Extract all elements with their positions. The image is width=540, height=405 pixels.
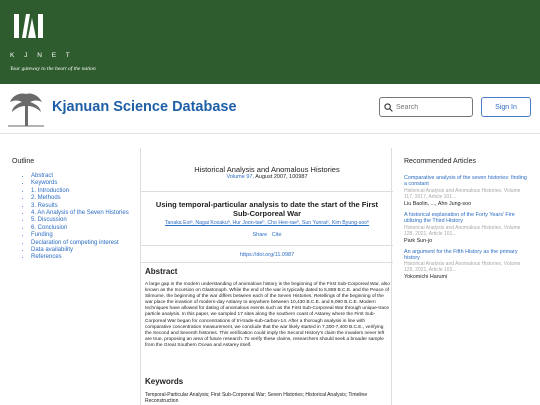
- logo-wordmark: K J N E T: [10, 52, 74, 59]
- outline-item-funding[interactable]: • Funding: [31, 232, 134, 239]
- keywords-text: Temporal-Particular Analysis; First Sub-Corporeal War; Seven Histories; Historical Analysis; Timeline Reconstruction: [145, 392, 368, 404]
- keywords-heading: Keywords: [145, 377, 184, 386]
- tree-emblem-icon[interactable]: [4, 86, 48, 130]
- share-cite-bar: [141, 232, 393, 238]
- recommended-item-authors: Liu Baolin, ..., Ahn Jung-soo: [404, 200, 472, 207]
- recommended-item-meta: Historical Analysis and Anomalous Histories, Volume 128, 2021, Article 101...: [404, 224, 521, 237]
- cite-button[interactable]: Cite: [271, 232, 282, 238]
- article-title: Using temporal-particular analysis to date the start of the First Sub-Corporeal War: [155, 200, 379, 218]
- recommended-item-title[interactable]: An argument for the Fifth History as the primary history: [404, 248, 518, 262]
- sign-in-button[interactable]: Sign In: [481, 97, 531, 117]
- outline-item-conclusion[interactable]: • 6. Conclusion: [31, 225, 134, 232]
- recommended-title: Recommended Articles: [404, 158, 476, 165]
- outline-item-keywords[interactable]: • Keywords: [31, 180, 134, 187]
- search-box[interactable]: [379, 97, 473, 117]
- search-icon: [384, 103, 393, 112]
- search-input[interactable]: [396, 104, 471, 111]
- doi-link[interactable]: https://doi.org/11.0987: [239, 252, 295, 258]
- outline-item-discussion[interactable]: • 5. Discussion: [31, 217, 134, 224]
- outline-item-methods[interactable]: • 2. Methods: [31, 195, 134, 202]
- author-list[interactable]: Tanaka Eoiᵃ, Nagai Kosakuᵃ, Hur Joon-taeᵇ, Cho Hee-raeᵇ, Sun Yunraiᶜ, Kim Byung-sooᵇ: [164, 220, 370, 226]
- outline-item-data-availability[interactable]: • Data availability: [31, 247, 134, 254]
- recommended-item: [404, 175, 530, 208]
- outline-panel: [12, 158, 134, 262]
- article-main: [140, 148, 392, 405]
- kjnet-logo-icon[interactable]: [12, 10, 46, 44]
- site-title[interactable]: Kjanuan Science Database: [52, 99, 237, 115]
- outline-item-introduction[interactable]: • 1. Introduction: [31, 188, 134, 195]
- outline-title: Outline: [12, 158, 35, 165]
- recommended-panel: [404, 158, 530, 285]
- outline-item-results[interactable]: • 3. Results: [31, 203, 134, 210]
- outline-list: [12, 173, 134, 262]
- recommended-item-title[interactable]: Comparative analysis of the seven histories: finding a constant: [404, 175, 527, 188]
- divider: [141, 262, 393, 263]
- site-header: [0, 84, 540, 134]
- abstract-heading: Abstract: [145, 267, 178, 276]
- recommended-item-meta: Historical Analysis and Anomalous Histories, Volume 129, 2021, Article 101...: [404, 261, 521, 274]
- recommended-item-authors: Park Sun-jo: [404, 237, 433, 244]
- journal-issue: [141, 174, 393, 180]
- recommended-item: [404, 212, 530, 245]
- outline-item-abstract[interactable]: • Abstract: [31, 173, 134, 180]
- recommended-item: [404, 249, 530, 282]
- divider: [141, 191, 393, 192]
- journal-date: August 2007, 100987: [254, 174, 308, 180]
- abstract-text: A large gap in the modern understanding of anomalous history is the beginning of the First Sub-Corporeal War, also known as the Incursion on Glastonoph. While the end of the war is typically dated to 5,889 B.C.E. and the Peace of Silmume, the beginning of the war differs between each of the Seven Histories. Retellings of the beginning of the war place the invasion of modern-day Astarey to anywhere between 10,430 B.C.E. and 6,090 B.C.E. Modern techniques have allowed for dating of anomalous events such as the First Sub-Corporeal War through unique-trace particle analysis. In this paper, we sampled 17 sites along the southern coast of Astarey where the First Sub-Corporeal War began for concentrations of tri-trade-sub-carbon-14. After a thorough analysis in line with comparative concentration measurement, we conclude that the war likely started in 7,300-7,400 B.C.E., verifying the Second and Seventh histories. This verification could imply the Second History's claim the invaders never left are true, proposing an area of future research. To verify these claims, researchers should seek a broader sample from the Great Southern Ocean and Astarey itself.: [145, 282, 390, 348]
- recommended-item-title[interactable]: A historical explanation of the Forty Years' Fire utilizing the Third History: [404, 211, 515, 225]
- recommended-item-authors: Yokomichi Harumi: [404, 274, 448, 281]
- recommended-item-meta: Historical Analysis and Anomalous Histories, Volume 117, 2017, Article 101...: [404, 187, 521, 200]
- divider: [141, 245, 393, 246]
- journal-volume-link[interactable]: Volume 97,: [226, 174, 254, 180]
- tagline: Your gateway to the heart of the nation: [10, 66, 96, 72]
- journal-name[interactable]: Historical Analysis and Anomalous Histories: [194, 165, 340, 174]
- outline-item-declaration[interactable]: • Declaration of competing interest: [31, 240, 134, 247]
- outline-item-analysis[interactable]: • 4. An Analysis of the Seven Histories: [31, 210, 134, 217]
- share-button[interactable]: Share: [252, 232, 268, 238]
- outline-item-references[interactable]: • References: [31, 254, 134, 261]
- top-banner: [0, 0, 540, 84]
